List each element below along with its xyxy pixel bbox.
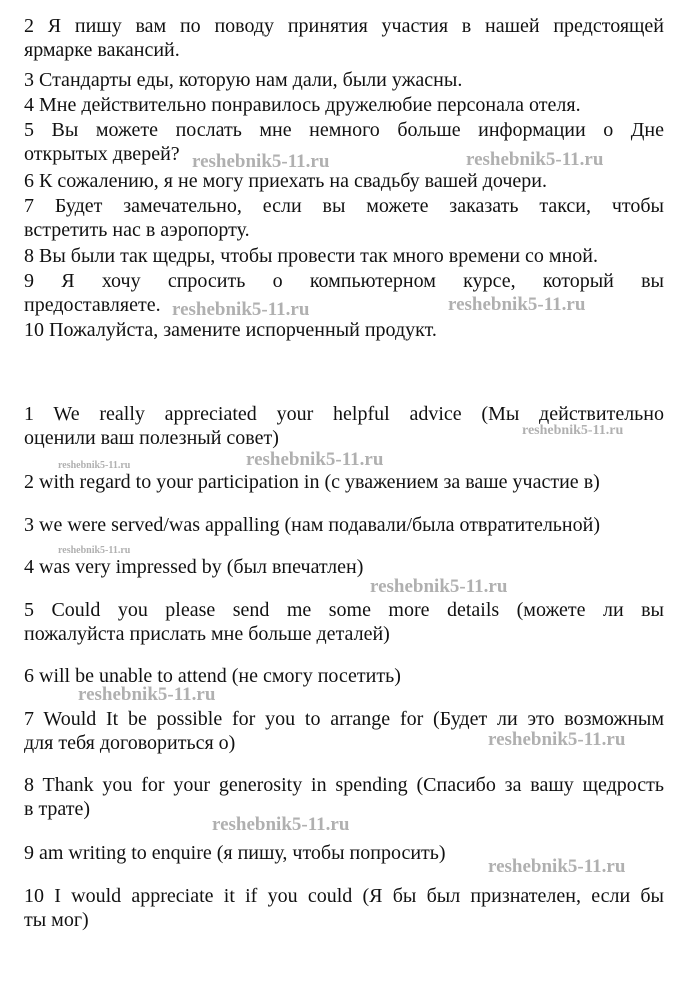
ru-line-7a: 7 Будет замечательно, если вы можете заказать такси, чтобы [24,195,664,217]
answer-line-3: 3 we were served/was appalling (нам подавали/была отвратительной) [24,514,600,536]
answer-line-2: 2 with regard to your participation in (с уважением за ваше участие в) [24,471,600,493]
answer-line-10b: ты мог) [24,909,89,931]
answer-line-7a: 7 Would It be possible for you to arrange for (Будет ли это возможным [24,708,664,730]
answer-line-10a: 10 I would appreciate it if you could (Я бы был признателен, если бы [24,885,664,907]
watermark: reshebnik5-11.ru [78,684,216,705]
ru-line-9a: 9 Я хочу спросить о компьютерном курсе, который вы [24,270,664,292]
ru-line-5a: 5 Вы можете послать мне немного больше информации о Дне [24,119,664,141]
answer-line-6: 6 will be unable to attend (не смогу посетить) [24,665,401,687]
answer-line-1a: 1 We really appreciated your helpful advice (Мы действительно [24,403,664,425]
ru-line-4: 4 Мне действительно понравилось дружелюбие персонала отеля. [24,94,581,116]
watermark: reshebnik5-11.ru [488,729,626,750]
watermark: reshebnik5-11.ru [58,460,131,471]
ru-line-2a: 2 Я пишу вам по поводу принятия участия в нашей предстоящей [24,15,664,37]
answer-line-4: 4 was very impressed by (был впечатлен) [24,556,364,578]
ru-line-6: 6 К сожалению, я не могу приехать на свадьбу вашей дочери. [24,170,547,192]
watermark: reshebnik5-11.ru [448,294,586,315]
watermark: reshebnik5-11.ru [370,576,508,597]
ru-line-2b: ярмарке вакансий. [24,39,180,61]
answer-line-1b: оценили ваш полезный совет) [24,427,279,449]
ru-line-10: 10 Пожалуйста, замените испорченный продукт. [24,319,437,341]
watermark: reshebnik5-11.ru [466,149,604,170]
ru-line-8: 8 Вы были так щедры, чтобы провести так много времени со мной. [24,245,598,267]
answer-line-5b: пожалуйста прислать мне больше деталей) [24,623,390,645]
watermark: reshebnik5-11.ru [522,423,624,438]
ru-line-9b: предоставляете. [24,294,161,316]
watermark: reshebnik5-11.ru [58,545,131,556]
answer-line-8a: 8 Thank you for your generosity in spending (Спасибо за вашу щедрость [24,774,664,796]
answer-line-7b: для тебя договориться о) [24,732,236,754]
ru-line-5b: открытых дверей? [24,143,180,165]
answer-line-8b: в трате) [24,798,91,820]
ru-line-3: 3 Стандарты еды, которую нам дали, были ужасны. [24,69,463,91]
answer-line-5a: 5 Could you please send me some more details (можете ли вы [24,599,664,621]
watermark: reshebnik5-11.ru [246,449,384,470]
watermark: reshebnik5-11.ru [192,151,330,172]
watermark: reshebnik5-11.ru [172,299,310,320]
watermark: reshebnik5-11.ru [488,856,626,877]
answer-line-9: 9 am writing to enquire (я пишу, чтобы попросить) [24,842,446,864]
ru-line-7b: встретить нас в аэропорту. [24,219,250,241]
watermark: reshebnik5-11.ru [212,814,350,835]
